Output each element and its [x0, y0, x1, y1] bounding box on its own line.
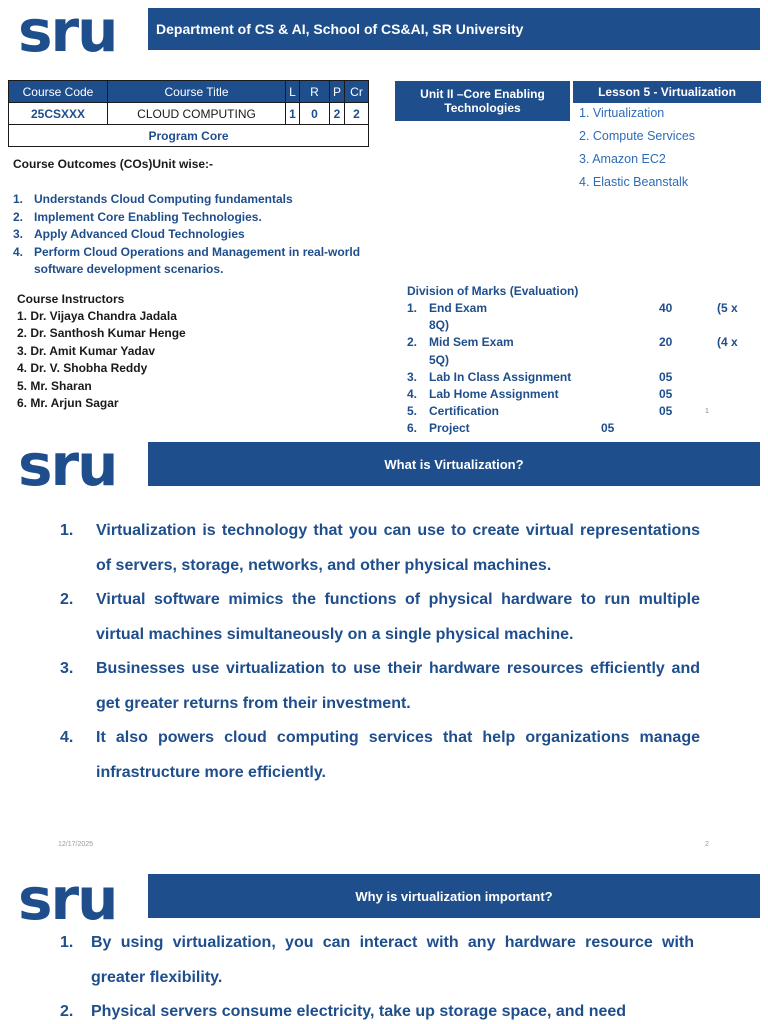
- list-item: 5. Mr. Sharan: [17, 378, 92, 393]
- mark-continuation: 8Q): [429, 318, 450, 333]
- item-number: 6.: [407, 421, 418, 436]
- unit-box: Unit II –Core Enabling Technologies: [395, 81, 570, 121]
- slide-2: [0, 436, 768, 856]
- item-number: 2.: [13, 209, 24, 224]
- cell-course-code: 25CSXXX: [9, 103, 108, 125]
- item-text: By using virtualization, you can interact with any hardware resource with greater flexibility.: [91, 934, 694, 986]
- item-text: Apply Advanced Cloud Technologies: [34, 227, 245, 241]
- mark-value: 40: [659, 301, 673, 315]
- item-number: 1.: [407, 301, 418, 315]
- importance-points: [60, 926, 694, 1024]
- header-p: P: [330, 81, 345, 103]
- cell-program-core: Program Core: [9, 125, 369, 147]
- course-table-row: [9, 103, 369, 125]
- item-text: Businesses use virtualization to use their hardware resources efficiently and get greater returns from their investment.: [96, 660, 700, 712]
- list-item: [13, 226, 393, 244]
- page-number: 1: [705, 408, 709, 415]
- mark-value: 05: [659, 369, 673, 384]
- item-number: 4.: [13, 244, 24, 259]
- header-course-code: Course Code: [9, 81, 108, 103]
- marks-list: [407, 300, 757, 436]
- logo-text: sru: [18, 865, 117, 933]
- virtualization-points: [60, 514, 700, 790]
- logo-text: sru: [18, 0, 117, 65]
- sru-logo: [18, 0, 117, 65]
- item-number: 3.: [60, 660, 74, 677]
- mark-value: 20: [659, 335, 673, 350]
- slide-3: [0, 856, 768, 1024]
- lesson-topic: 4. Elastic Beanstalk: [579, 175, 689, 189]
- item-text: Virtual software mimics the functions of physical hardware to run multiple virtual machines simultaneously on a single physical machine.: [96, 591, 700, 643]
- item-number: 1.: [60, 522, 74, 539]
- mark-value: 05: [659, 387, 673, 402]
- page-number: 2: [705, 841, 709, 848]
- item-text: It also powers cloud computing services that help organizations manage infrastructure more efficiently.: [96, 729, 700, 781]
- header-course-title: Course Title: [108, 81, 286, 103]
- list-item: [407, 420, 757, 436]
- item-text: Perform Cloud Operations and Management in real-world software development scenarios.: [34, 244, 361, 276]
- item-text: Understands Cloud Computing fundamentals: [34, 192, 293, 206]
- list-item: 1. Dr. Vijaya Chandra Jadala: [17, 309, 177, 323]
- instructors-list: [17, 308, 186, 412]
- instructors-heading: Course Instructors: [17, 292, 125, 306]
- cell-r: 0: [300, 103, 330, 125]
- mark-label: End Exam: [429, 301, 488, 315]
- course-table-footer-row: [9, 125, 369, 147]
- mark-label: Certification: [429, 404, 500, 419]
- slide-date: 12/17/2025: [58, 841, 94, 848]
- course-outcomes-list: [13, 191, 393, 279]
- list-item: [60, 721, 700, 790]
- list-item: [60, 995, 694, 1024]
- item-number: 1.: [60, 934, 74, 951]
- list-item: [60, 514, 700, 583]
- item-text: Implement Core Enabling Technologies.: [34, 209, 262, 224]
- sru-logo: [18, 436, 117, 499]
- lesson-topics: [579, 104, 695, 196]
- mark-label: Lab In Class Assignment: [429, 369, 572, 384]
- list-item: [407, 334, 757, 351]
- list-item: 6. Mr. Arjun Sagar: [17, 396, 119, 411]
- mark-continuation: 5Q): [429, 352, 450, 367]
- slide-title-banner: What is Virtualization?: [148, 442, 760, 486]
- list-item: [13, 191, 393, 209]
- marks-heading: Division of Marks (Evaluation): [407, 284, 579, 298]
- item-number: 5.: [407, 404, 418, 419]
- item-number: 2.: [60, 1003, 74, 1020]
- mark-label: Mid Sem Exam: [429, 335, 514, 350]
- list-item: [60, 652, 700, 721]
- list-item: 3. Dr. Amit Kumar Yadav: [17, 343, 156, 358]
- list-item: 4. Dr. V. Shobha Reddy: [17, 361, 148, 376]
- mark-label: Project: [429, 421, 470, 436]
- cell-p: 2: [330, 103, 345, 125]
- item-text: Virtualization is technology that you can use to create virtual representations of servers, storage, networks, and other physical machines.: [96, 522, 700, 574]
- mark-value: 05: [659, 404, 673, 419]
- mark-extra: (4 x: [717, 335, 738, 350]
- course-table: [8, 80, 369, 147]
- item-number: 4.: [60, 729, 74, 746]
- item-number: 2.: [407, 335, 418, 350]
- list-item: [13, 244, 393, 279]
- lesson-topic: 3. Amazon EC2: [579, 152, 666, 166]
- item-text: Physical servers consume electricity, take up storage space, and need: [91, 1003, 627, 1020]
- lesson-topic: 2. Compute Services: [579, 129, 696, 143]
- item-number: 4.: [407, 387, 418, 402]
- course-table-header-row: [9, 81, 369, 103]
- item-number: 3.: [13, 227, 24, 241]
- cell-course-title: CLOUD COMPUTING: [108, 103, 286, 125]
- department-banner: Department of CS & AI, School of CS&AI, SR University: [148, 8, 760, 50]
- logo-text: sru: [18, 436, 117, 499]
- list-item: [13, 209, 393, 227]
- list-item: [407, 386, 757, 403]
- header-cr: Cr: [345, 81, 369, 103]
- mark-extra: (5 x: [717, 301, 738, 315]
- slide-title-banner: Why is virtualization important?: [148, 874, 760, 918]
- list-item: [60, 926, 694, 995]
- cell-cr: 2: [345, 103, 369, 125]
- lesson-topic: 1. Virtualization: [579, 106, 665, 120]
- slide-1: [0, 0, 768, 436]
- list-item: 2. Dr. Santhosh Kumar Henge: [17, 326, 186, 341]
- sru-logo: [18, 865, 117, 933]
- item-number: 3.: [407, 369, 418, 384]
- list-item: [407, 369, 757, 386]
- cell-l: 1: [286, 103, 300, 125]
- item-number: 1.: [13, 192, 24, 206]
- list-item: [407, 300, 757, 317]
- list-item: [60, 583, 700, 652]
- lesson-title: Lesson 5 - Virtualization: [573, 81, 761, 103]
- header-r: R: [300, 81, 330, 103]
- item-number: 2.: [60, 591, 74, 608]
- course-outcomes-heading: Course Outcomes (COs)Unit wise:-: [13, 157, 214, 171]
- mark-label: Lab Home Assignment: [429, 387, 559, 402]
- mark-value: 05: [601, 421, 615, 436]
- header-l: L: [286, 81, 300, 103]
